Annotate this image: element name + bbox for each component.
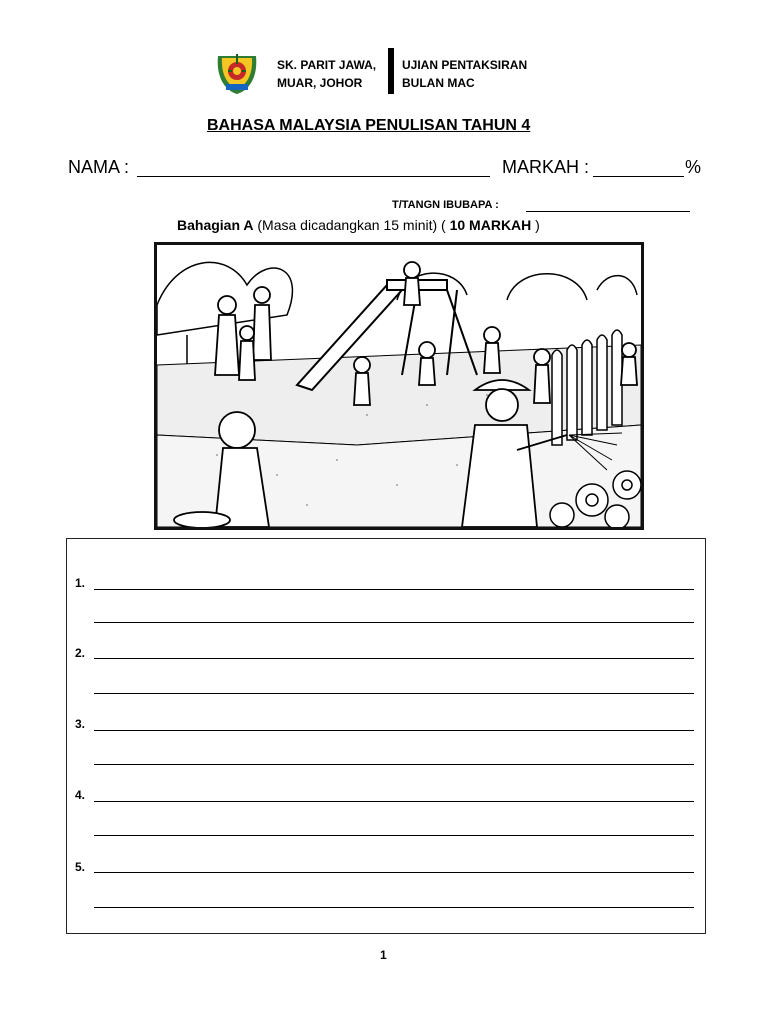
school-line-2: MUAR, JOHOR bbox=[277, 76, 363, 90]
school-line-1: SK. PARIT JAWA, bbox=[277, 58, 377, 72]
answer-line-1b[interactable] bbox=[94, 622, 694, 623]
answer-number-2: 2. bbox=[75, 646, 86, 660]
page-title: BAHASA MALAYSIA PENULISAN TAHUN 4 bbox=[207, 117, 531, 134]
answer-line-5a[interactable] bbox=[94, 872, 694, 873]
exam-name bbox=[402, 56, 527, 92]
answer-number-1: 1. bbox=[75, 576, 86, 590]
answer-box bbox=[66, 538, 706, 934]
header-divider bbox=[388, 48, 394, 94]
section-heading bbox=[177, 217, 540, 233]
playground-illustration bbox=[154, 242, 644, 530]
answer-line-2a[interactable] bbox=[94, 658, 694, 659]
percent-sign: % bbox=[685, 157, 702, 177]
answer-number-3: 3. bbox=[75, 717, 86, 731]
answer-line-1a[interactable] bbox=[94, 589, 694, 590]
section-label: Bahagian A bbox=[177, 217, 254, 233]
playground-scene-illustration bbox=[157, 245, 641, 527]
answer-number-5: 5. bbox=[75, 860, 86, 874]
school-logo bbox=[212, 46, 262, 96]
exam-line-2: BULAN MAC bbox=[402, 76, 475, 90]
section-close: ) bbox=[535, 217, 540, 233]
answer-line-5b[interactable] bbox=[94, 907, 694, 908]
markah-field[interactable] bbox=[593, 176, 684, 177]
markah-label: MARKAH : bbox=[502, 157, 590, 177]
answer-line-3a[interactable] bbox=[94, 730, 694, 731]
nama-field[interactable] bbox=[137, 176, 490, 177]
answer-line-4b[interactable] bbox=[94, 835, 694, 836]
section-time-note: (Masa dicadangkan 15 minit) ( bbox=[257, 217, 446, 233]
parent-sign-label: T/TANGN IBUBAPA : bbox=[392, 199, 499, 211]
page-number: 1 bbox=[380, 948, 387, 962]
exam-line-1: UJIAN PENTAKSIRAN bbox=[402, 58, 528, 72]
school-crest-icon bbox=[212, 46, 262, 96]
answer-line-4a[interactable] bbox=[94, 801, 694, 802]
answer-number-4: 4. bbox=[75, 788, 86, 802]
school-name bbox=[277, 56, 376, 92]
parent-sign-field[interactable] bbox=[526, 211, 690, 212]
answer-line-2b[interactable] bbox=[94, 693, 694, 694]
answer-line-3b[interactable] bbox=[94, 764, 694, 765]
section-marks: 10 MARKAH bbox=[449, 217, 532, 233]
nama-label: NAMA : bbox=[68, 157, 130, 177]
